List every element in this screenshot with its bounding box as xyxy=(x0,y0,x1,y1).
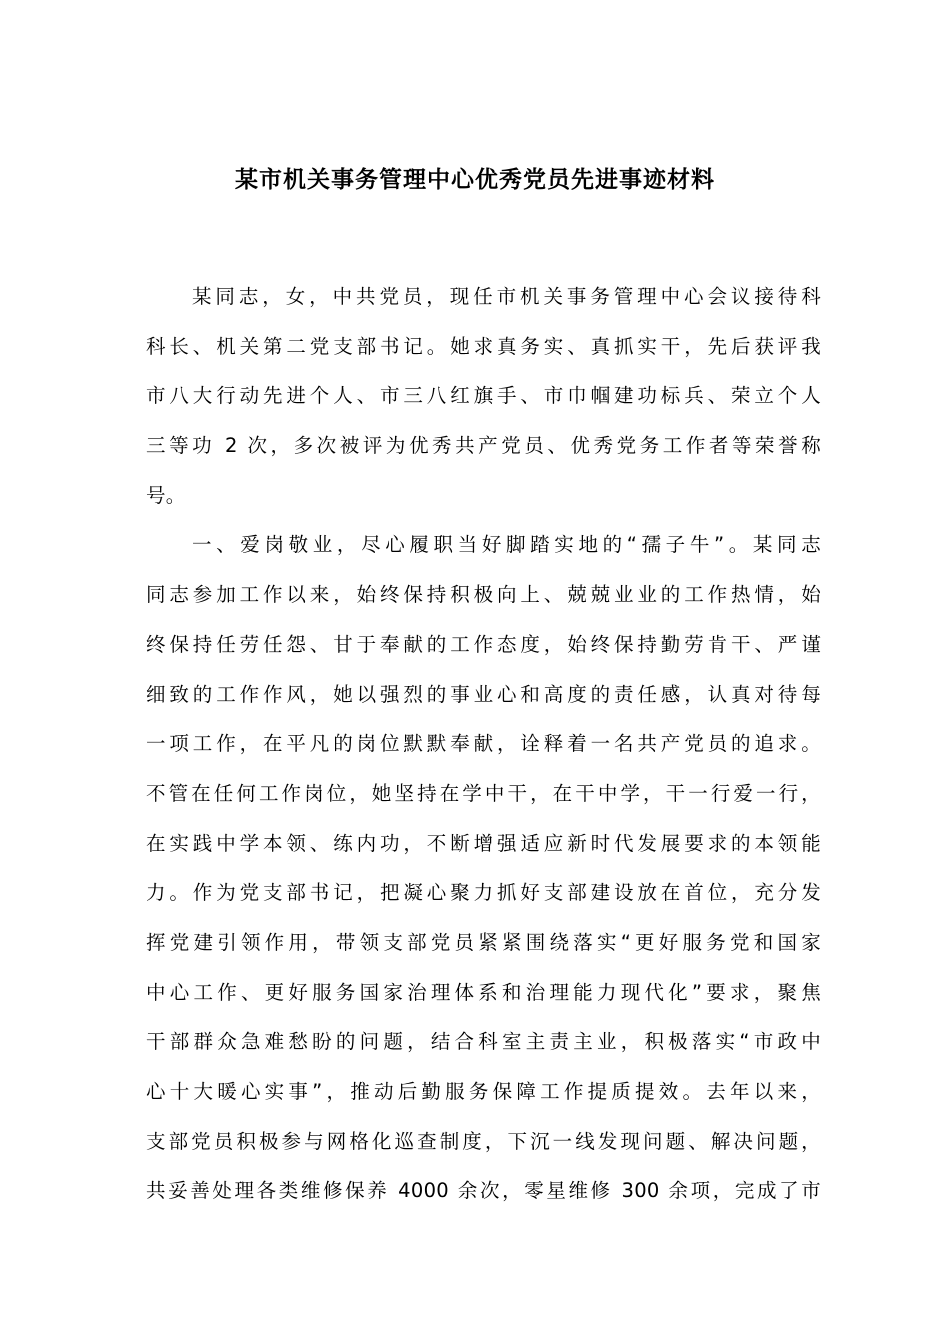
body-line: 一、爱岗敬业，尽心履职当好脚踏实地的“孺子牛”。某同志 xyxy=(192,533,821,557)
body-line: 力。作为党支部书记，把凝心聚力抓好支部建设放在首位，充分发 xyxy=(146,881,821,905)
body-line: 号。 xyxy=(146,483,186,507)
body-line: 同志参加工作以来，始终保持积极向上、兢兢业业的工作热情，始 xyxy=(146,583,821,607)
body-line: 挥党建引领作用，带领支部党员紧紧围绕落实“更好服务党和国家 xyxy=(146,930,821,954)
body-line: 干部群众急难愁盼的问题，结合科室主责主业，积极落实“市政中 xyxy=(146,1030,821,1054)
body-line: 一项工作，在平凡的岗位默默奉献，诠释着一名共产党员的追求。 xyxy=(146,732,821,756)
document-title: 某市机关事务管理中心优秀党员先进事迹材料 xyxy=(235,166,715,193)
body-line: 不管在任何工作岗位，她坚持在学中干，在干中学，干一行爱一行， xyxy=(146,781,821,805)
body-line: 市八大行动先进个人、市三八红旗手、市巾帼建功标兵、荣立个人 xyxy=(146,384,821,408)
body-line: 中心工作、更好服务国家治理体系和治理能力现代化”要求，聚焦 xyxy=(146,980,821,1004)
body-line: 在实践中学本领、练内功，不断增强适应新时代发展要求的本领能 xyxy=(146,831,821,855)
body-line: 科长、机关第二党支部书记。她求真务实、真抓实干，先后获评我 xyxy=(146,334,821,358)
body-line: 某同志，女，中共党员，现任市机关事务管理中心会议接待科 xyxy=(192,285,821,308)
body-line: 终保持任劳任怨、甘于奉献的工作态度，始终保持勤劳肯干、严谨 xyxy=(146,632,821,656)
body-line: 支部党员积极参与网格化巡查制度，下沉一线发现问题、解决问题， xyxy=(146,1129,821,1153)
document-body xyxy=(146,277,821,1221)
body-line: 细致的工作作风，她以强烈的事业心和高度的责任感，认真对待每 xyxy=(146,682,821,706)
body-line: 三等功 2 次，多次被评为优秀共产党员、优秀党务工作者等荣誉称 xyxy=(146,434,821,458)
body-line: 心十大暖心实事”，推动后勤服务保障工作提质提效。去年以来， xyxy=(146,1080,821,1103)
body-line: 共妥善处理各类维修保养 4000 余次，零星维修 300 余项，完成了市 xyxy=(146,1179,821,1203)
